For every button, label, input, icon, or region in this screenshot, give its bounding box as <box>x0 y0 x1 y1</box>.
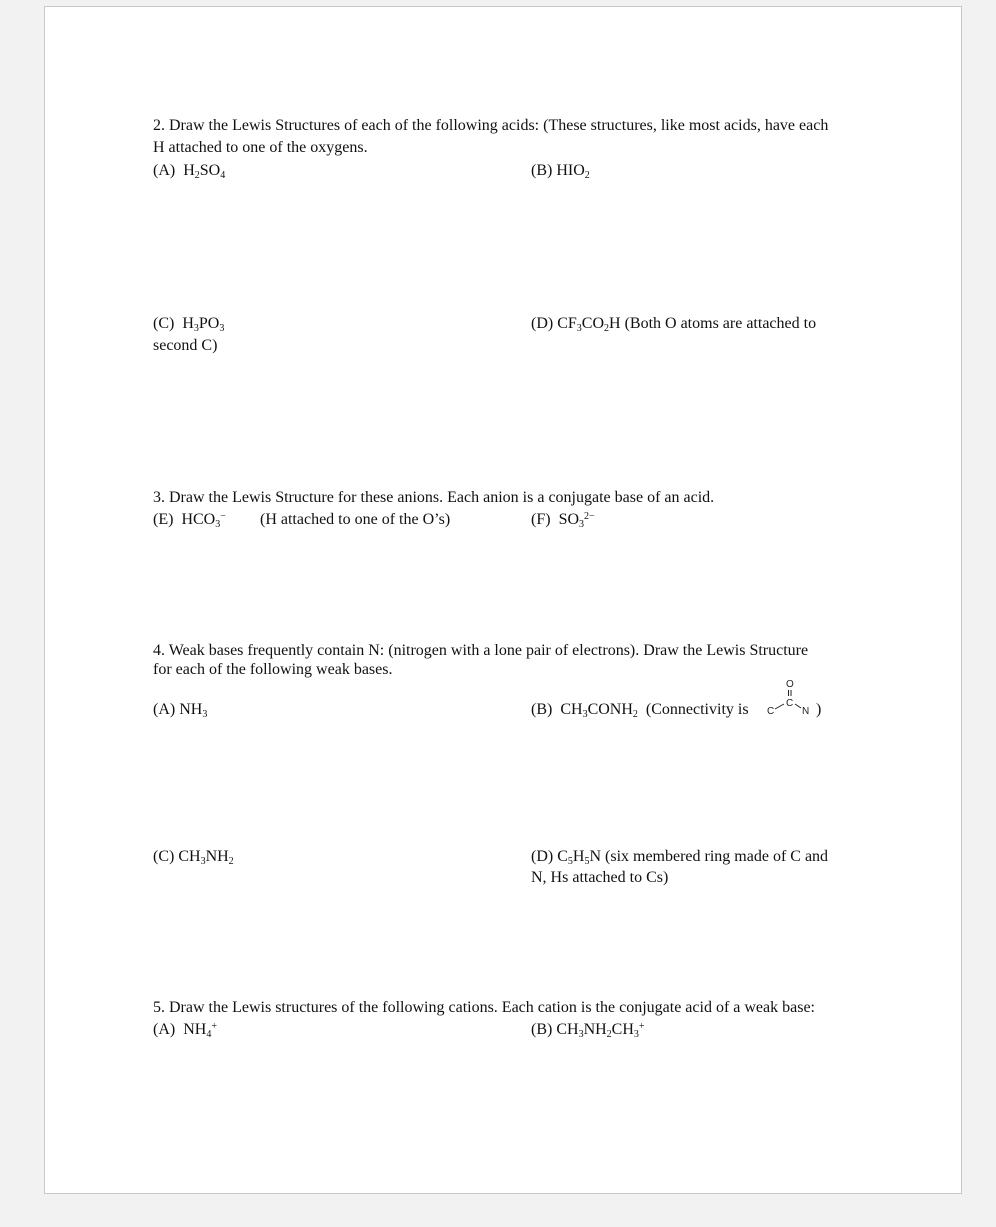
q2-item-d: (D) $CF_3CO_2H$ (Both O atoms are attached to <box>531 315 817 334</box>
q5-item-a: (A) $NH_4^+$ <box>153 1021 217 1040</box>
q4-item-c: (C) $CH_3NH_2$ <box>153 848 234 867</box>
q2-item-a: (A) $H_2SO_4$ <box>153 162 226 181</box>
q4-item-d-wrap: N, Hs attached to Cs) <box>531 869 669 886</box>
q2-item-c-wrap: second C) <box>153 337 218 354</box>
structure-atom-c-center: C <box>786 698 794 709</box>
q3-item-e-note: (H attached to one of the O’s) <box>260 511 451 528</box>
structure-atom-o: O <box>786 679 794 690</box>
q3-item-e: (E) $HCO_3^-$ <box>153 511 226 530</box>
structure-atom-c-left: C <box>767 706 775 717</box>
q4-prompt-line1: 4. Weak bases frequently contain N: (nitrogen with a lone pair of electrons). Draw the Lewis Structure <box>153 642 809 659</box>
q5-prompt: 5. Draw the Lewis structures of the following cations. Each cation is the conjugate acid of a weak base: <box>153 999 815 1016</box>
q4-item-a: (A) $NH_3$ <box>153 701 208 720</box>
q2-item-c: (C) $H_3PO_3$ <box>153 315 225 334</box>
document-page <box>44 6 962 1194</box>
q4-prompt-line2: for each of the following weak bases. <box>153 661 393 678</box>
q5-item-b: (B) $CH_3NH_2CH_3^+$ <box>531 1021 645 1040</box>
q2-prompt-line1: 2. Draw the Lewis Structures of each of the following acids: (These structures, like most acids, have each <box>153 117 829 134</box>
structure-atom-n: N <box>802 706 810 717</box>
structure-bond-cn <box>795 704 801 708</box>
q4-item-b-close: ) <box>816 701 822 718</box>
q3-item-f: (F) $SO_3^{2-}$ <box>531 511 595 530</box>
q2-item-b: (B) $HIO_2$ <box>531 162 590 181</box>
structure-bond-cc <box>775 704 784 709</box>
q4-item-d: (D) $C_5H_5N$ (six membered ring made of C and <box>531 848 829 867</box>
q2-prompt-line2: H attached to one of the oxygens. <box>153 139 368 156</box>
q3-prompt: 3. Draw the Lewis Structure for these anions. Each anion is a conjugate base of an acid. <box>153 489 715 506</box>
q4-item-b: (B) $CH_3CONH_2$ (Connectivity is <box>531 701 749 720</box>
amide-connectivity-diagram <box>763 675 821 719</box>
